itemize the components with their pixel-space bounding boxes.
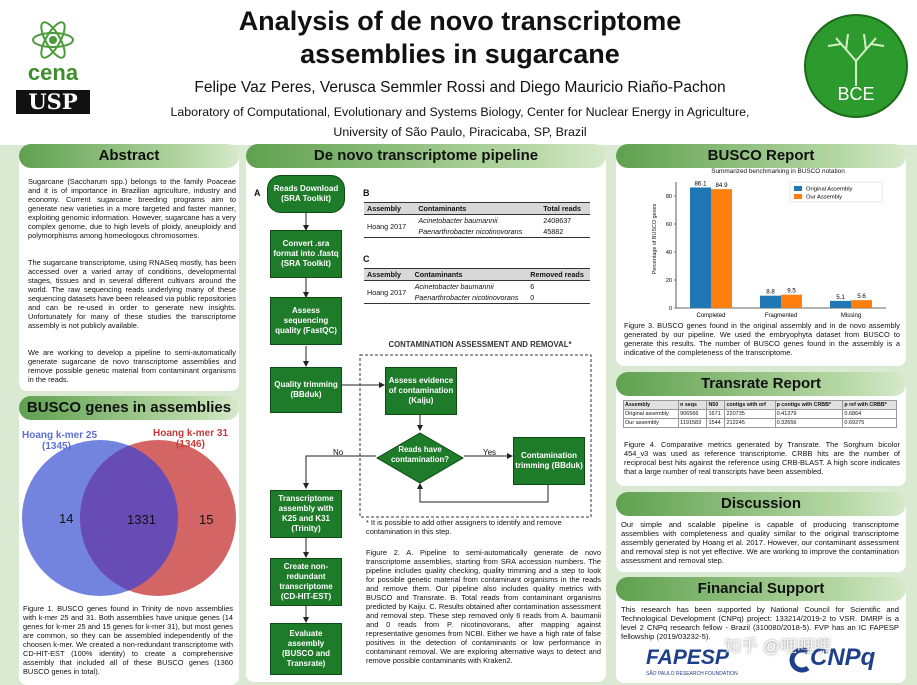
venn-right-only-count: 15: [199, 512, 214, 527]
step-transcriptome-assembly: Transcriptome assembly with K25 and K31 (Trinity): [270, 490, 342, 538]
table-c-cell: Acinetobacter baumannii: [414, 282, 494, 291]
transrate-header: p ref with CRBB*: [843, 401, 897, 410]
transrate-cell: 212245: [725, 419, 775, 428]
panel-label-a: A: [254, 188, 261, 198]
venn-right-count: (1346): [176, 439, 205, 450]
step-contamination-trimming: Contamination trimming (BBduk): [513, 437, 585, 485]
legend-label: Our Assembly: [806, 194, 843, 201]
transrate-cell: 1671: [707, 410, 725, 419]
transrate-cell: 0.6864: [843, 410, 897, 419]
bar: [760, 296, 781, 308]
bar: [781, 295, 802, 308]
transrate-cell: 0.69275: [843, 419, 897, 428]
bar: [690, 187, 711, 308]
table-b-header: Assembly: [367, 204, 401, 213]
authors: Felipe Vaz Peres, Verusca Semmler Rossi and Diego Mauricio Riaño-Pachon: [194, 79, 726, 96]
cena-logo-text: cena: [27, 60, 79, 85]
bar: [830, 301, 851, 308]
table-c-header: Contaminants: [414, 270, 463, 279]
transrate-cell: 0.41379: [775, 410, 843, 419]
venn-left-count: (1345): [42, 441, 71, 452]
chart-title: Summarized benchmarking in BUSCO notation: [711, 168, 845, 175]
data-label: 9.5: [787, 287, 796, 295]
table-b-cell: Acinetobacter baumannii: [418, 216, 498, 225]
abstract-paragraph-2: The sugarcane transcriptome, using RNASeq mostly, has been accessed over a varied array of conditions, developmental stages, tissues and in several different cultivars around the world. The raw sequencing reads underlying many of these sequencing datasets have been released via public repositories and can be re-used in order to generate new insights. Unfortunately for many of these studies the transcriptome assembly is not publicly available.: [28, 258, 236, 330]
busco-genes-heading: BUSCO genes in assemblies: [19, 396, 239, 420]
data-label: 8.8: [766, 288, 775, 296]
panel-label-b: B: [363, 188, 370, 198]
figure4-caption: Figure 4. Comparative metrics generated by Transrate. The Sorghum bicolor 454_v3 was used as reference transcriptome. CRBB hits are the number of reciprocal best hits against the reference using CRB-BLAST. A high score indicates that a large number of real transcripts have been assembled.: [624, 440, 900, 476]
contamination-title: CONTAMINATION ASSESSMENT AND REMOVAL*: [388, 340, 572, 349]
figure3-caption: Figure 3. BUSCO genes found in the original assembly and in de novo assembly generated by our pipeline. We used the embryophyta dataset from BUSCO to generate this results. The number of BUSCO genes found in the assembly is a indicative of the completeness of the transcriptome.: [624, 321, 900, 357]
bce-logo: [804, 14, 908, 118]
transrate-cell: 0.32656: [775, 419, 843, 428]
chart-y-axis-label: Percentage of BUSCO genes: [652, 203, 658, 275]
abstract-heading: Abstract: [19, 144, 239, 168]
discussion-heading: Discussion: [616, 492, 906, 516]
y-tick-label: 80: [665, 194, 672, 200]
table-b: [364, 202, 590, 238]
x-tick-label: Completed: [696, 313, 726, 319]
y-tick-label: 40: [665, 250, 672, 256]
bar: [711, 189, 732, 308]
transrate-header: Assembly: [624, 401, 679, 410]
legend-label: Original Assembly: [806, 186, 853, 193]
watermark: 知乎 @哩哩嘿: [724, 637, 831, 656]
funding-heading: Financial Support: [616, 577, 906, 601]
table-b-cell: 45882: [543, 227, 564, 236]
affiliation-line2: University of São Paulo, Piracicaba, SP, Brazil: [333, 125, 587, 139]
transrate-cell: Our assembly: [624, 419, 679, 428]
fapesp-logo-text: FAPESP: [646, 646, 729, 669]
transrate-cell: 906566: [679, 410, 707, 419]
y-tick-label: 60: [665, 222, 672, 228]
busco-report-heading: BUSCO Report: [616, 144, 906, 168]
transrate-header: contigs with orf: [725, 401, 775, 410]
step-assess-contamination: Assess evidence of contamination (Kaiju): [385, 367, 457, 415]
transrate-header: n seqs: [679, 401, 707, 410]
step-quality-trimming: Quality trimming (BBduk): [270, 367, 342, 413]
transrate-cell: 1191583: [679, 419, 707, 428]
cnpq-logo-text: CNPq: [810, 644, 876, 671]
table-b-assembly: Hoang 2017: [364, 215, 415, 238]
usp-logo-text: USP: [28, 89, 78, 114]
page-title-line1: Analysis of de novo transcriptome: [238, 6, 682, 36]
venn-right-label: Hoang k-mer 31: [153, 428, 229, 439]
transrate-heading: Transrate Report: [616, 372, 906, 396]
contamination-footnote: * It is possible to add other assigners to identify and remove contamination in this step.: [366, 518, 562, 536]
table-b-header: Contaminants: [418, 204, 467, 213]
table-c-header: Removed reads: [530, 270, 584, 279]
y-tick-label: 0: [668, 306, 672, 312]
transrate-table: [623, 400, 897, 428]
abstract-paragraph-3: We are working to develop a pipeline to semi-automatically generate sugarcane de novo transcriptome assemblies and remove possible genetic material from contaminant organisms in the reads.: [28, 348, 236, 384]
table-c-cell: Paenarthrobacter nicotinovorans: [414, 293, 519, 302]
venn-shared-count: 1331: [127, 512, 156, 527]
data-label: 84.9: [715, 182, 728, 190]
bce-logo-text: BCE: [837, 84, 875, 104]
table-c-cell: 6: [530, 282, 535, 291]
table-b-cell: 2408637: [543, 216, 572, 225]
x-tick-label: Fragmented: [764, 313, 798, 319]
funding-text: This research has been supported by National Council for Scientific and Technological Development (CNPq) project: 133214/2019-2 to VSR. DMRP is a level 2 CNPq research fellow - Brazil (310080/2018-5). FVP has an IC FAPESP fellowship (2019/03232-5).: [621, 605, 899, 641]
data-label: 5.1: [836, 293, 845, 301]
bar: [851, 300, 872, 308]
step-convert-sra: Convert .sra format into .fastq (SRA Toolkit): [270, 230, 342, 278]
transrate-cell: 1544: [707, 419, 725, 428]
step-assess-quality: Assess sequencing quality (FastQC): [270, 297, 342, 345]
y-tick-label: 20: [665, 278, 672, 284]
decision-no-label: No: [333, 448, 344, 457]
x-tick-label: Missing: [840, 313, 862, 319]
transrate-header: N50: [707, 401, 725, 410]
figure1-caption: Figure 1. BUSCO genes found in Trinity de novo assemblies with k-mer 25 and 31. Both assemblies have unique genes (14 genes for k-mer 25 and 15 genes for k-mer 31), but most genes are common, so they can be assembled independently of the choosen k-mer. We created a non-redundant transcriptome with CD-HIT-EST (100% identity) to create a comprehensive assembly that included all of these BUSCO genes (1360 BUSCO genes in total).: [23, 604, 233, 676]
fapesp-logo-subtitle: SÃO PAULO RESEARCH FOUNDATION: [646, 671, 738, 677]
table-c: [364, 268, 590, 304]
page-title-line2: assemblies in sugarcane: [300, 39, 620, 69]
table-c-header: Assembly: [367, 270, 401, 279]
decision-text: Reads have contamination?: [390, 445, 450, 464]
step-evaluate-assembly: Evaluate assembly (BUSCO and Transrate): [270, 623, 342, 675]
venn-left-label: Hoang k-mer 25: [22, 430, 98, 441]
busco-bar-chart: [640, 166, 896, 320]
step-non-redundant: Create non-redundant transcriptome (CD-HIT-EST): [270, 558, 342, 606]
legend-swatch: [794, 194, 802, 199]
venn-left-only-count: 14: [59, 511, 74, 526]
transrate-cell: Original assembly: [624, 410, 679, 419]
panel-label-c: C: [363, 254, 370, 264]
table-b-header: Total reads: [543, 204, 582, 213]
table-c-cell: 0: [530, 293, 535, 302]
figure2-caption: Figure 2. A. Pipeline to semi-automatically generate de novo transcriptome assemblies, starting from SRA accession numbers. The pipeline includes quality checking, quality trimming and a step to look for possible genetic material from contaminant organisms in the reads and remove them. Our pipeline also includes quality metrics with BUSCO and Transrate. B. Total reads from contaminant organisms predicted by Kaiju. C. Results obtained after contamination assessment and removal step. These step removed only 6 reads from A. baumanii and 0 reads from P. nicotinovorans, after mapping against representative genomes from NCBI. Either we have a high rate of false positives in the detection of contaminants or low performance in contaminant removal. We are exploring alternative ways to detect and remove possible contaminants with Kraken2.: [366, 548, 601, 665]
discussion-text: Our simple and scalable pipeline is capable of producing transcriptome assemblies with completeness and quality similar to the original transcriptome assembly generated by Hoang et al. 2017. However, our contaminant assessment and removal step is not yet effective. We are working to improve the contamination assessment and removal step.: [621, 520, 899, 565]
pipeline-heading: De novo transcriptome pipeline: [246, 144, 606, 168]
decision-yes-label: Yes: [483, 448, 497, 457]
transrate-cell: 220735: [725, 410, 775, 419]
affiliation-line1: Laboratory of Computational, Evolutionary and Systems Biology, Center for Nuclear Energy in Agriculture,: [170, 105, 750, 119]
abstract-paragraph-1: Sugarcane (Saccharum spp.) belongs to the family Poaceae and it is of importance in Brazilian agriculture, industry and economy. Current sugarcane breeding programs aim to generate new varieties in a more targeted and faster manner, exploiting genomic information. However, sugarcane has a very complex genome, due to high levels of ploidy, aneuploidy and polymorphisms among homeologous chromosomes.: [28, 177, 236, 240]
step-reads-download: Reads Download (SRA Toolkit): [267, 175, 345, 213]
cena-usp-logo: [14, 14, 92, 116]
legend-swatch: [794, 186, 802, 191]
table-c-assembly: Hoang 2017: [364, 281, 412, 304]
data-label: 5.6: [857, 293, 866, 301]
transrate-header: p contigs with CRBB*: [775, 401, 843, 410]
data-label: 86.1: [694, 180, 707, 188]
table-b-cell: Paenarthrobacter nicotinovorans: [418, 227, 523, 236]
